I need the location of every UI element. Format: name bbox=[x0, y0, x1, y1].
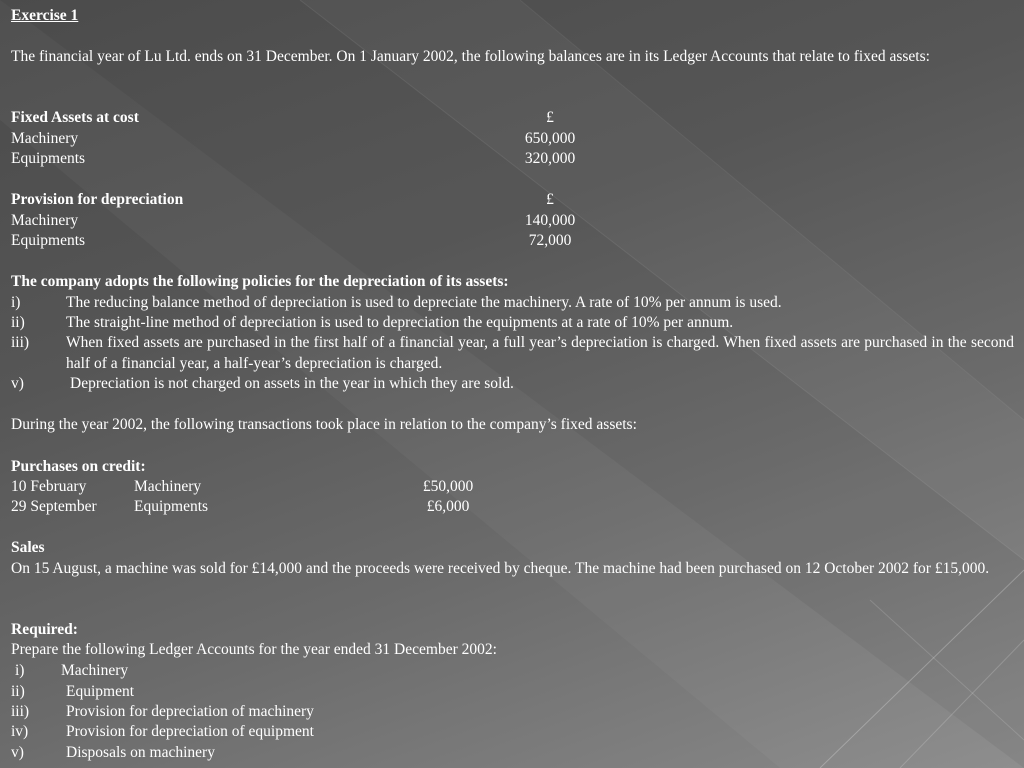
required-text: Provision for depreciation of equipment bbox=[66, 723, 314, 740]
fixed-assets-heading: Fixed Assets at cost bbox=[11, 109, 139, 126]
policy-number: v) bbox=[11, 375, 24, 392]
provision-label: Equipments bbox=[11, 232, 86, 249]
fixed-assets-label: Machinery bbox=[11, 130, 79, 147]
required-number: i) bbox=[15, 662, 25, 679]
required-intro: Prepare the following Ledger Accounts for the year ended 31 December 2002: bbox=[11, 641, 497, 658]
policy-text: The reducing balance method of depreciation is used to depreciate the machinery. A rate of 10% per annum is used. bbox=[66, 294, 782, 311]
required-number: v) bbox=[11, 744, 24, 761]
policy-number: i) bbox=[11, 294, 21, 311]
sales-heading: Sales bbox=[11, 539, 45, 556]
policy-number: iii) bbox=[11, 334, 30, 351]
exercise-title: Exercise 1 bbox=[11, 7, 79, 24]
required-number: ii) bbox=[11, 683, 25, 700]
purchase-amount: £6,000 bbox=[426, 498, 470, 515]
required-heading: Required: bbox=[11, 621, 78, 638]
provision-heading: Provision for depreciation bbox=[11, 191, 184, 208]
provision-value: 72,000 bbox=[528, 232, 572, 249]
policies-heading: The company adopts the following policies for the depreciation of its assets: bbox=[11, 273, 509, 290]
purchases-heading: Purchases on credit: bbox=[11, 458, 146, 475]
provision-value: 140,000 bbox=[524, 212, 576, 229]
required-number: iv) bbox=[11, 723, 29, 740]
provision-currency: £ bbox=[546, 191, 554, 208]
policy-text: When fixed assets are purchased in the first half of a financial year, a full year’s depreciation is charged. When fixed assets are purchased in the second half of a financial year, a half-year’s depreciation is charged. bbox=[66, 334, 1014, 372]
fixed-assets-label: Equipments bbox=[11, 150, 86, 167]
purchase-item: Equipments bbox=[134, 498, 209, 515]
required-text: Equipment bbox=[66, 683, 135, 700]
fixed-assets-value: 320,000 bbox=[524, 150, 576, 167]
intro-paragraph: The financial year of Lu Ltd. ends on 31 December. On 1 January 2002, the following balances are in its Ledger Accounts that relate to fixed assets: bbox=[11, 48, 930, 65]
purchase-amount: £50,000 bbox=[422, 478, 474, 495]
required-text: Provision for depreciation of machinery bbox=[66, 703, 314, 720]
fixed-assets-currency: £ bbox=[546, 109, 554, 126]
required-text: Disposals on machinery bbox=[66, 744, 215, 761]
purchase-date: 29 September bbox=[11, 498, 97, 515]
fixed-assets-value: 650,000 bbox=[524, 130, 576, 147]
purchase-date: 10 February bbox=[11, 478, 87, 495]
provision-label: Machinery bbox=[11, 212, 79, 229]
policy-text: The straight-line method of depreciation is used to depreciation the equipments at a rate of 10% per annum. bbox=[66, 314, 734, 331]
policy-number: ii) bbox=[11, 314, 25, 331]
required-text: Machinery bbox=[61, 662, 129, 679]
policy-text: Depreciation is not charged on assets in the year in which they are sold. bbox=[70, 375, 514, 392]
transactions-intro: During the year 2002, the following transactions took place in relation to the company’s fixed assets: bbox=[11, 416, 637, 433]
required-number: iii) bbox=[11, 703, 30, 720]
sales-text: On 15 August, a machine was sold for £14,000 and the proceeds were received by cheque. The machine had been purchased on 12 October 2002 for £15,000. bbox=[11, 560, 990, 577]
purchase-item: Machinery bbox=[134, 478, 202, 495]
